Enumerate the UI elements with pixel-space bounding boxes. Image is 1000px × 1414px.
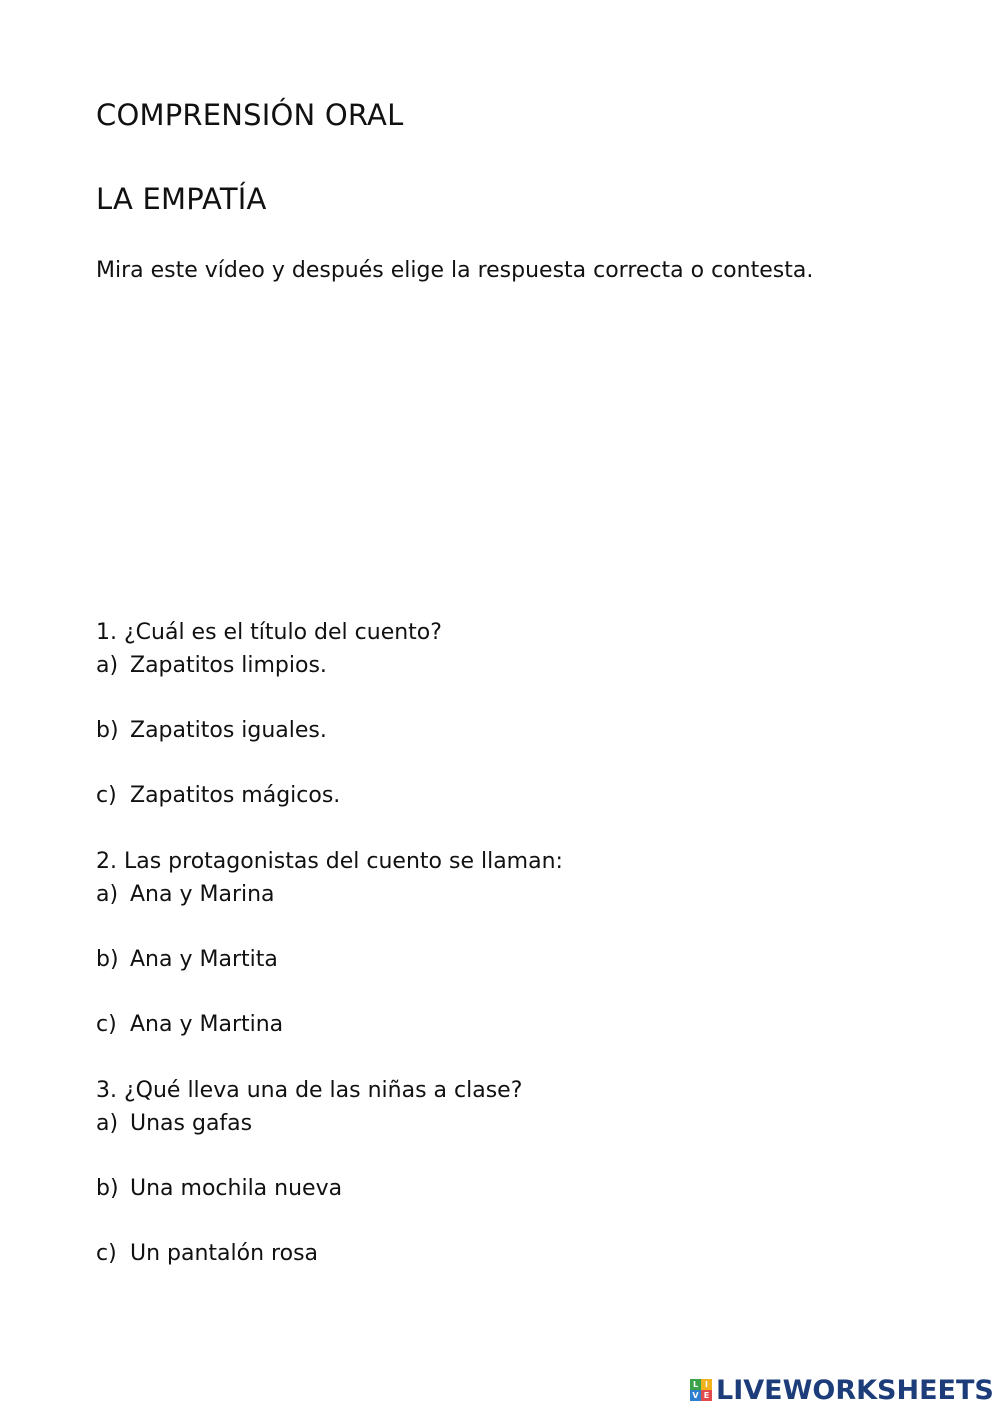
brand-name: LIVEWORKSHEETS <box>716 1374 994 1406</box>
option-text: Zapatitos limpios. <box>130 653 327 678</box>
page-title: COMPRENSIÓN ORAL <box>96 98 404 132</box>
option-letter: c) <box>96 1012 117 1037</box>
option-text: Ana y Martita <box>130 947 278 972</box>
option-text: Un pantalón rosa <box>130 1241 319 1266</box>
answer-option[interactable] <box>96 1107 522 1140</box>
question-prompt: 3. ¿Qué lleva una de las niñas a clase? <box>96 1078 523 1103</box>
answer-option[interactable] <box>96 943 563 976</box>
option-letter: a) <box>96 1111 119 1136</box>
question-3 <box>96 1074 522 1270</box>
answer-option[interactable] <box>96 1008 563 1041</box>
answer-option[interactable] <box>96 1237 522 1270</box>
option-letter: b) <box>96 1176 119 1201</box>
liveworksheets-brand[interactable] <box>690 1373 994 1407</box>
option-letter: a) <box>96 882 119 907</box>
option-text: Una mochila nueva <box>130 1176 343 1201</box>
option-text: Unas gafas <box>130 1111 253 1136</box>
instructions: Mira este vídeo y después elige la respuesta correcta o contesta. <box>96 258 814 283</box>
question-2 <box>96 845 563 1041</box>
question-1 <box>96 616 442 812</box>
option-letter: c) <box>96 783 117 808</box>
video-placeholder[interactable] <box>96 315 904 600</box>
option-text: Ana y Martina <box>130 1012 284 1037</box>
answer-option[interactable] <box>96 1172 522 1205</box>
option-text: Ana y Marina <box>130 882 275 907</box>
page-subtitle: LA EMPATÍA <box>96 182 267 216</box>
liveworksheets-logo-icon: L I V E <box>690 1379 712 1401</box>
option-text: Zapatitos iguales. <box>130 718 327 743</box>
answer-option[interactable] <box>96 779 442 812</box>
option-letter: b) <box>96 947 119 972</box>
answer-option[interactable] <box>96 878 563 911</box>
question-prompt: 2. Las protagonistas del cuento se llaman: <box>96 849 563 874</box>
question-prompt: 1. ¿Cuál es el título del cuento? <box>96 620 442 645</box>
option-letter: b) <box>96 718 119 743</box>
answer-option[interactable] <box>96 714 442 747</box>
option-letter: a) <box>96 653 119 678</box>
answer-option[interactable] <box>96 649 442 682</box>
option-text: Zapatitos mágicos. <box>130 783 341 808</box>
option-letter: c) <box>96 1241 117 1266</box>
